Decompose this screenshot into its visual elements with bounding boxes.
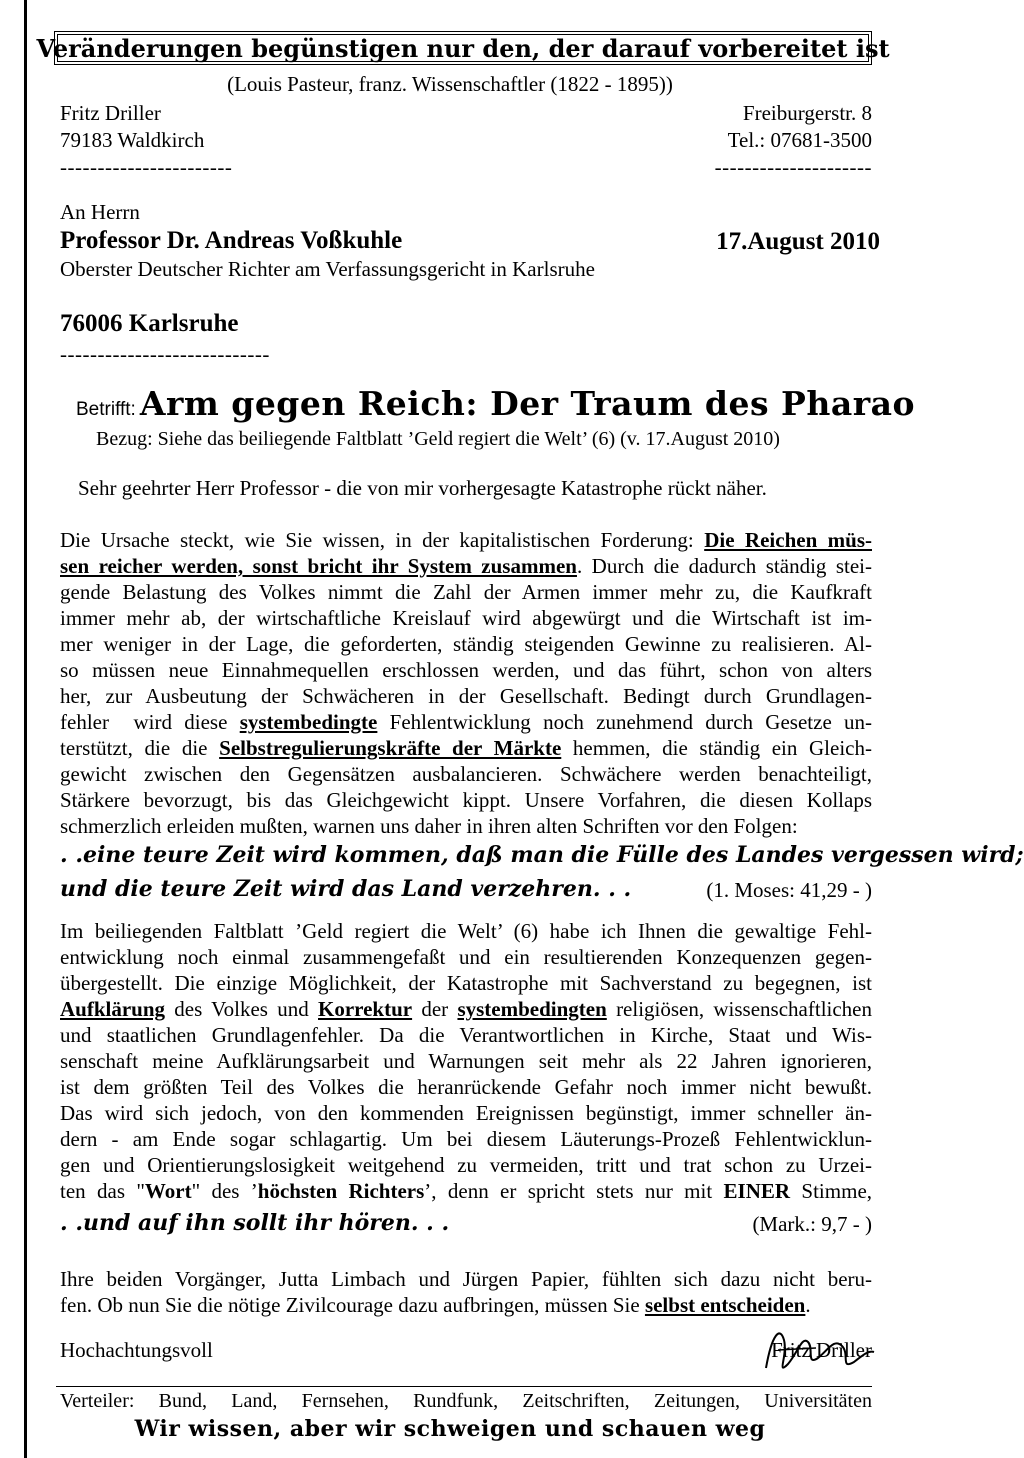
text-line: terstützt, die die xyxy=(60,736,208,760)
gospel-quote-line: . .und auf ihn sollt ihr hören. . . xyxy=(60,1210,450,1236)
text-line: entwicklung noch einmal zusammengefaßt und ein resultierenden Konzequenzen gegen- xyxy=(60,945,872,969)
recipient-name: Professor Dr. Andreas Voßkuhle xyxy=(60,227,403,254)
motto-box xyxy=(36,31,890,65)
underlined-text: Die Reichen müs- xyxy=(704,528,872,552)
text-line: Ihre beiden Vorgänger, Jutta Limbach und Jürgen Papier, fühlten sich dazu nicht beru- xyxy=(60,1267,872,1291)
greeting: Sehr geehrter Herr Professor - die von mir vorhergesagte Katastrophe rückt näher. xyxy=(78,476,767,500)
text-line: schmerzlich erleiden mußten, warnen uns daher in ihren alten Schriften vor den Folgen: xyxy=(60,814,798,838)
text-line: Das wird sich jedoch, von den kommenden Ereignissen begünstigt, immer schneller än- xyxy=(60,1101,872,1125)
signature-name: Fritz Driller xyxy=(771,1338,872,1362)
text-line: Fehlentwicklung noch zunehmend durch Gesetze un- xyxy=(389,710,873,734)
sender-city: 79183 Waldkirch xyxy=(60,128,205,152)
underlined-text: selbst entscheiden xyxy=(644,1293,806,1317)
text-line: . Durch die dadurch ständig stei- xyxy=(576,554,872,578)
text-line: Die Ursache steckt, wie Sie wissen, in der kapitalistischen Forderung: xyxy=(60,528,694,552)
text-line: Stärkere bevorzugt, bis das Gleichgewicht kippt. Unsere Vorfahren, die diesen Kollaps xyxy=(60,788,872,812)
underlined-text: Aufklärung xyxy=(60,997,166,1021)
subject-label: Betrifft: xyxy=(76,399,136,420)
recipient-dashes: ---------------------------- xyxy=(60,342,270,366)
bold-text: EINER xyxy=(723,1179,791,1203)
text-line: dern - am Ende sogar schlagartig. Um bei diesem Läuterungs-Prozeß Fehlentwicklun- xyxy=(60,1127,872,1151)
sender-name: Fritz Driller xyxy=(60,101,161,125)
text-line: ist dem größten Teil des Volkes die heranrückende Gefahr noch immer nicht bewußt. xyxy=(60,1075,872,1099)
text-line: übergestellt. Die einzige Möglichkeit, der Katastrophe mit Sachverstand zu begegnen, ist xyxy=(60,971,872,995)
text-line: fehler wird diese xyxy=(60,710,228,734)
text-line: fen. Ob nun Sie die nötige Zivilcourage dazu aufbringen, müssen Sie xyxy=(60,1293,640,1317)
underlined-text: Korrektur xyxy=(318,997,413,1021)
text-line: hemmen, die ständig ein Gleich- xyxy=(572,736,872,760)
gospel-quote-reference: (Mark.: 9,7 - ) xyxy=(752,1212,872,1236)
subject-reference: Bezug: Siehe das beiliegende Faltblatt ’Geld regiert die Welt’ (6) (v. 17.August 2010) xyxy=(96,428,780,450)
text-line: mer weniger in der Lage, die geforderten, ständig steigenden Gewinne zu realisieren. Al- xyxy=(60,632,872,656)
paragraph-faltblatt xyxy=(60,918,872,1204)
text-line: des Volkes und xyxy=(174,997,309,1021)
underlined-text: sen reicher werden, sonst bricht ihr System zusammen xyxy=(60,554,577,578)
text-line: " des ’ xyxy=(191,1179,258,1203)
text-line: gen und Orientierungslosigkeit weitgehend zu vermeiden, tritt und trat schon zu Urzei- xyxy=(60,1153,872,1177)
paragraph-predecessors xyxy=(60,1266,872,1318)
underlined-text: Selbstregulierungskräfte der Märkte xyxy=(219,736,562,760)
left-margin-rule xyxy=(24,0,27,1458)
recipient-salutation: An Herrn xyxy=(60,200,140,224)
underlined-text: systembedingte xyxy=(239,710,378,734)
bible-quote-line-1: . .eine teure Zeit wird kommen, daß man die Fülle des Landes vergessen wird; xyxy=(60,842,1024,868)
text-line: Im beiliegenden Faltblatt ’Geld regiert die Welt’ (6) habe ich Ihnen die gewaltige Fehl- xyxy=(60,919,872,943)
closing: Hochachtungsvoll xyxy=(60,1338,213,1362)
footer-slogan: Wir wissen, aber wir schweigen und schauen weg xyxy=(134,1416,766,1442)
text-line: ten das " xyxy=(60,1179,145,1203)
text-line: her, zur Ausbeutung der Schwächeren in der Gesellschaft. Bedingt durch Grundlagen- xyxy=(60,684,872,708)
motto-text: Veränderungen begünstigen nur den, der darauf vorbereitet ist xyxy=(36,33,890,63)
recipient-city: 76006 Karlsruhe xyxy=(60,310,239,337)
text-line: und staatlichen Grundlagenfehler. Da die Verantwortlichen in Kirche, Staat und Wis- xyxy=(60,1023,872,1047)
sender-block xyxy=(60,100,232,181)
text-line: senschaft meine Aufklärungsarbeit und Warnungen seit mehr als 22 Jahren ignorieren, xyxy=(60,1049,872,1073)
bible-quote-line-2: und die teure Zeit wird das Land verzehren. . . xyxy=(60,876,632,902)
sender-street: Freiburgerstr. 8 xyxy=(742,101,872,125)
letter-date: 17.August 2010 xyxy=(716,228,880,255)
paragraph-cause xyxy=(60,527,872,839)
text-line: der xyxy=(421,997,449,1021)
recipient-block xyxy=(60,200,595,367)
sender-phone: Tel.: 07681-3500 xyxy=(727,128,872,152)
bible-quote-reference: (1. Moses: 41,29 - ) xyxy=(706,878,872,902)
text-line: gende Belastung des Volkes nimmt die Zahl der Armen immer mehr zu, die Kaufkraft xyxy=(60,580,872,604)
text-line: gewicht zwischen den Gegensätzen ausbalancieren. Schwächere werden benachteiligt, xyxy=(60,762,872,786)
distribution-rule xyxy=(56,1386,872,1387)
text-line: so müssen neue Einnahmequellen erschlossen werden, und das führt, schon von alters xyxy=(60,658,872,682)
motto-source: (Louis Pasteur, franz. Wissenschaftler (1822 - 1895)) xyxy=(227,72,673,96)
text-line: Stimme, xyxy=(801,1179,873,1203)
distribution-list: Verteiler: Bund, Land, Fernsehen, Rundfunk, Zeitschriften, Zeitungen, Universitäten xyxy=(60,1390,872,1412)
contact-dashes: --------------------- xyxy=(714,155,872,179)
text-line: . xyxy=(805,1293,811,1317)
subject-line xyxy=(76,384,915,423)
text-line: religiösen, wissenschaftlichen xyxy=(616,997,873,1021)
bold-text: höchsten Richters xyxy=(257,1179,425,1203)
text-line: ’, denn er spricht stets nur mit xyxy=(424,1179,713,1203)
bold-text: Wort xyxy=(144,1179,192,1203)
recipient-title: Oberster Deutscher Richter am Verfassungsgericht in Karlsruhe xyxy=(60,257,595,281)
sender-dashes: ----------------------- xyxy=(60,155,233,179)
sender-contact-block xyxy=(715,100,872,181)
text-line: immer mehr ab, der wirtschaftliche Kreislauf wird abgewürgt und die Wirtschaft ist im- xyxy=(60,606,872,630)
subject-title: Arm gegen Reich: Der Traum des Pharao xyxy=(139,384,915,423)
underlined-text: systembedingten xyxy=(457,997,607,1021)
